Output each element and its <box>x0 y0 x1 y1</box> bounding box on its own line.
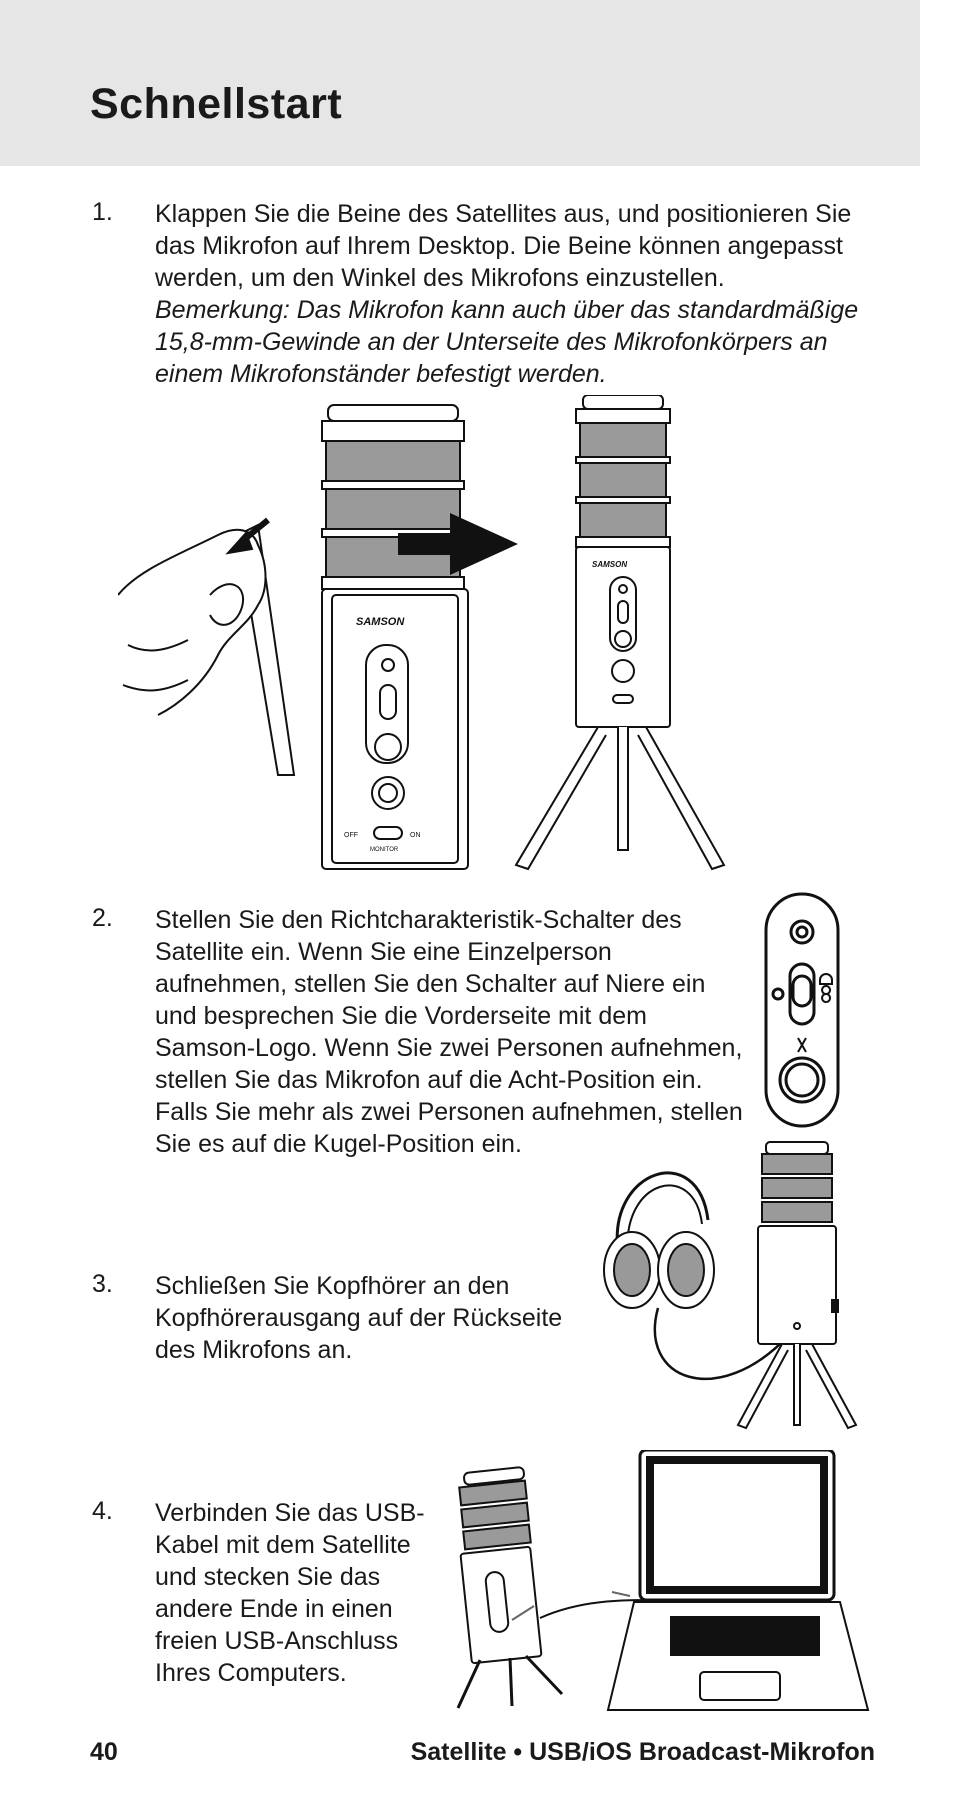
step-1-text-block <box>155 198 875 390</box>
svg-text:MONITOR: MONITOR <box>370 847 399 853</box>
step-2-number: 2. <box>92 904 113 932</box>
step-1-text: Klappen Sie die Beine des Satellites aus, und positionieren Sie das Mikrofon auf Ihrem Desktop. Die Beine können angepasst werden, um den Winkel des Mikrofons einzustellen. <box>155 200 852 292</box>
microphone-rear-illustration <box>738 1142 856 1428</box>
step-1-number: 1. <box>92 198 113 226</box>
step-2-paragraph: Stellen Sie den Richtcharakteristik-Schalter des Satellite ein. Wenn Sie eine Einzelperson aufnehmen, stellen Sie den Schalter auf Niere ein und besprechen Sie die Vorderseite mit dem Samson-Logo. Wenn Sie zwei Personen aufnehmen, stellen Sie das Mikrofon auf die Acht-Position ein. Falls Sie mehr als zwei Personen aufnehmen, stellen Sie es auf die Kugel-Position ein. <box>155 906 743 1158</box>
step-4-text <box>155 1497 435 1689</box>
laptop-illustration <box>608 1450 868 1710</box>
microphone-standing-illustration <box>516 395 724 869</box>
step-4-paragraph: Verbinden Sie das USB-Kabel mit dem Satellite und stecken Sie das andere Ende in einen freien USB-Anschluss Ihres Computers. <box>155 1499 425 1687</box>
footer-title: Satellite • USB/iOS Broadcast-Mikrofon <box>410 1738 875 1766</box>
illustration-headphones <box>598 1140 870 1440</box>
step-1-note: Bemerkung: Das Mikrofon kann auch über das standardmäßige 15,8-mm-Gewinde an der Unterseite des Mikrofonkörpers an einem Mikrofonständer befestigt werden. <box>155 296 859 388</box>
step-4-number: 4. <box>92 1497 113 1525</box>
page-number: 40 <box>90 1738 118 1766</box>
step-3-paragraph: Schließen Sie Kopfhörer an den Kopfhörerausgang auf der Rückseite des Mikrofons an. <box>155 1272 563 1364</box>
svg-text:SAMSON: SAMSON <box>356 616 405 628</box>
illustration-pattern-switch <box>762 890 842 1130</box>
illustration-unfold-legs <box>118 395 858 880</box>
step-3-number: 3. <box>92 1270 113 1298</box>
hand-illustration <box>118 530 266 715</box>
page-title: Schnellstart <box>90 80 343 128</box>
svg-text:SAMSON: SAMSON <box>592 560 628 569</box>
microphone-angled-illustration <box>458 1467 562 1708</box>
svg-text:ON: ON <box>410 832 421 839</box>
microphone-folded-illustration <box>238 405 468 869</box>
illustration-usb-laptop <box>450 1450 870 1712</box>
step-3-text <box>155 1270 585 1366</box>
svg-text:OFF: OFF <box>344 832 358 839</box>
step-2-text <box>155 904 745 1160</box>
